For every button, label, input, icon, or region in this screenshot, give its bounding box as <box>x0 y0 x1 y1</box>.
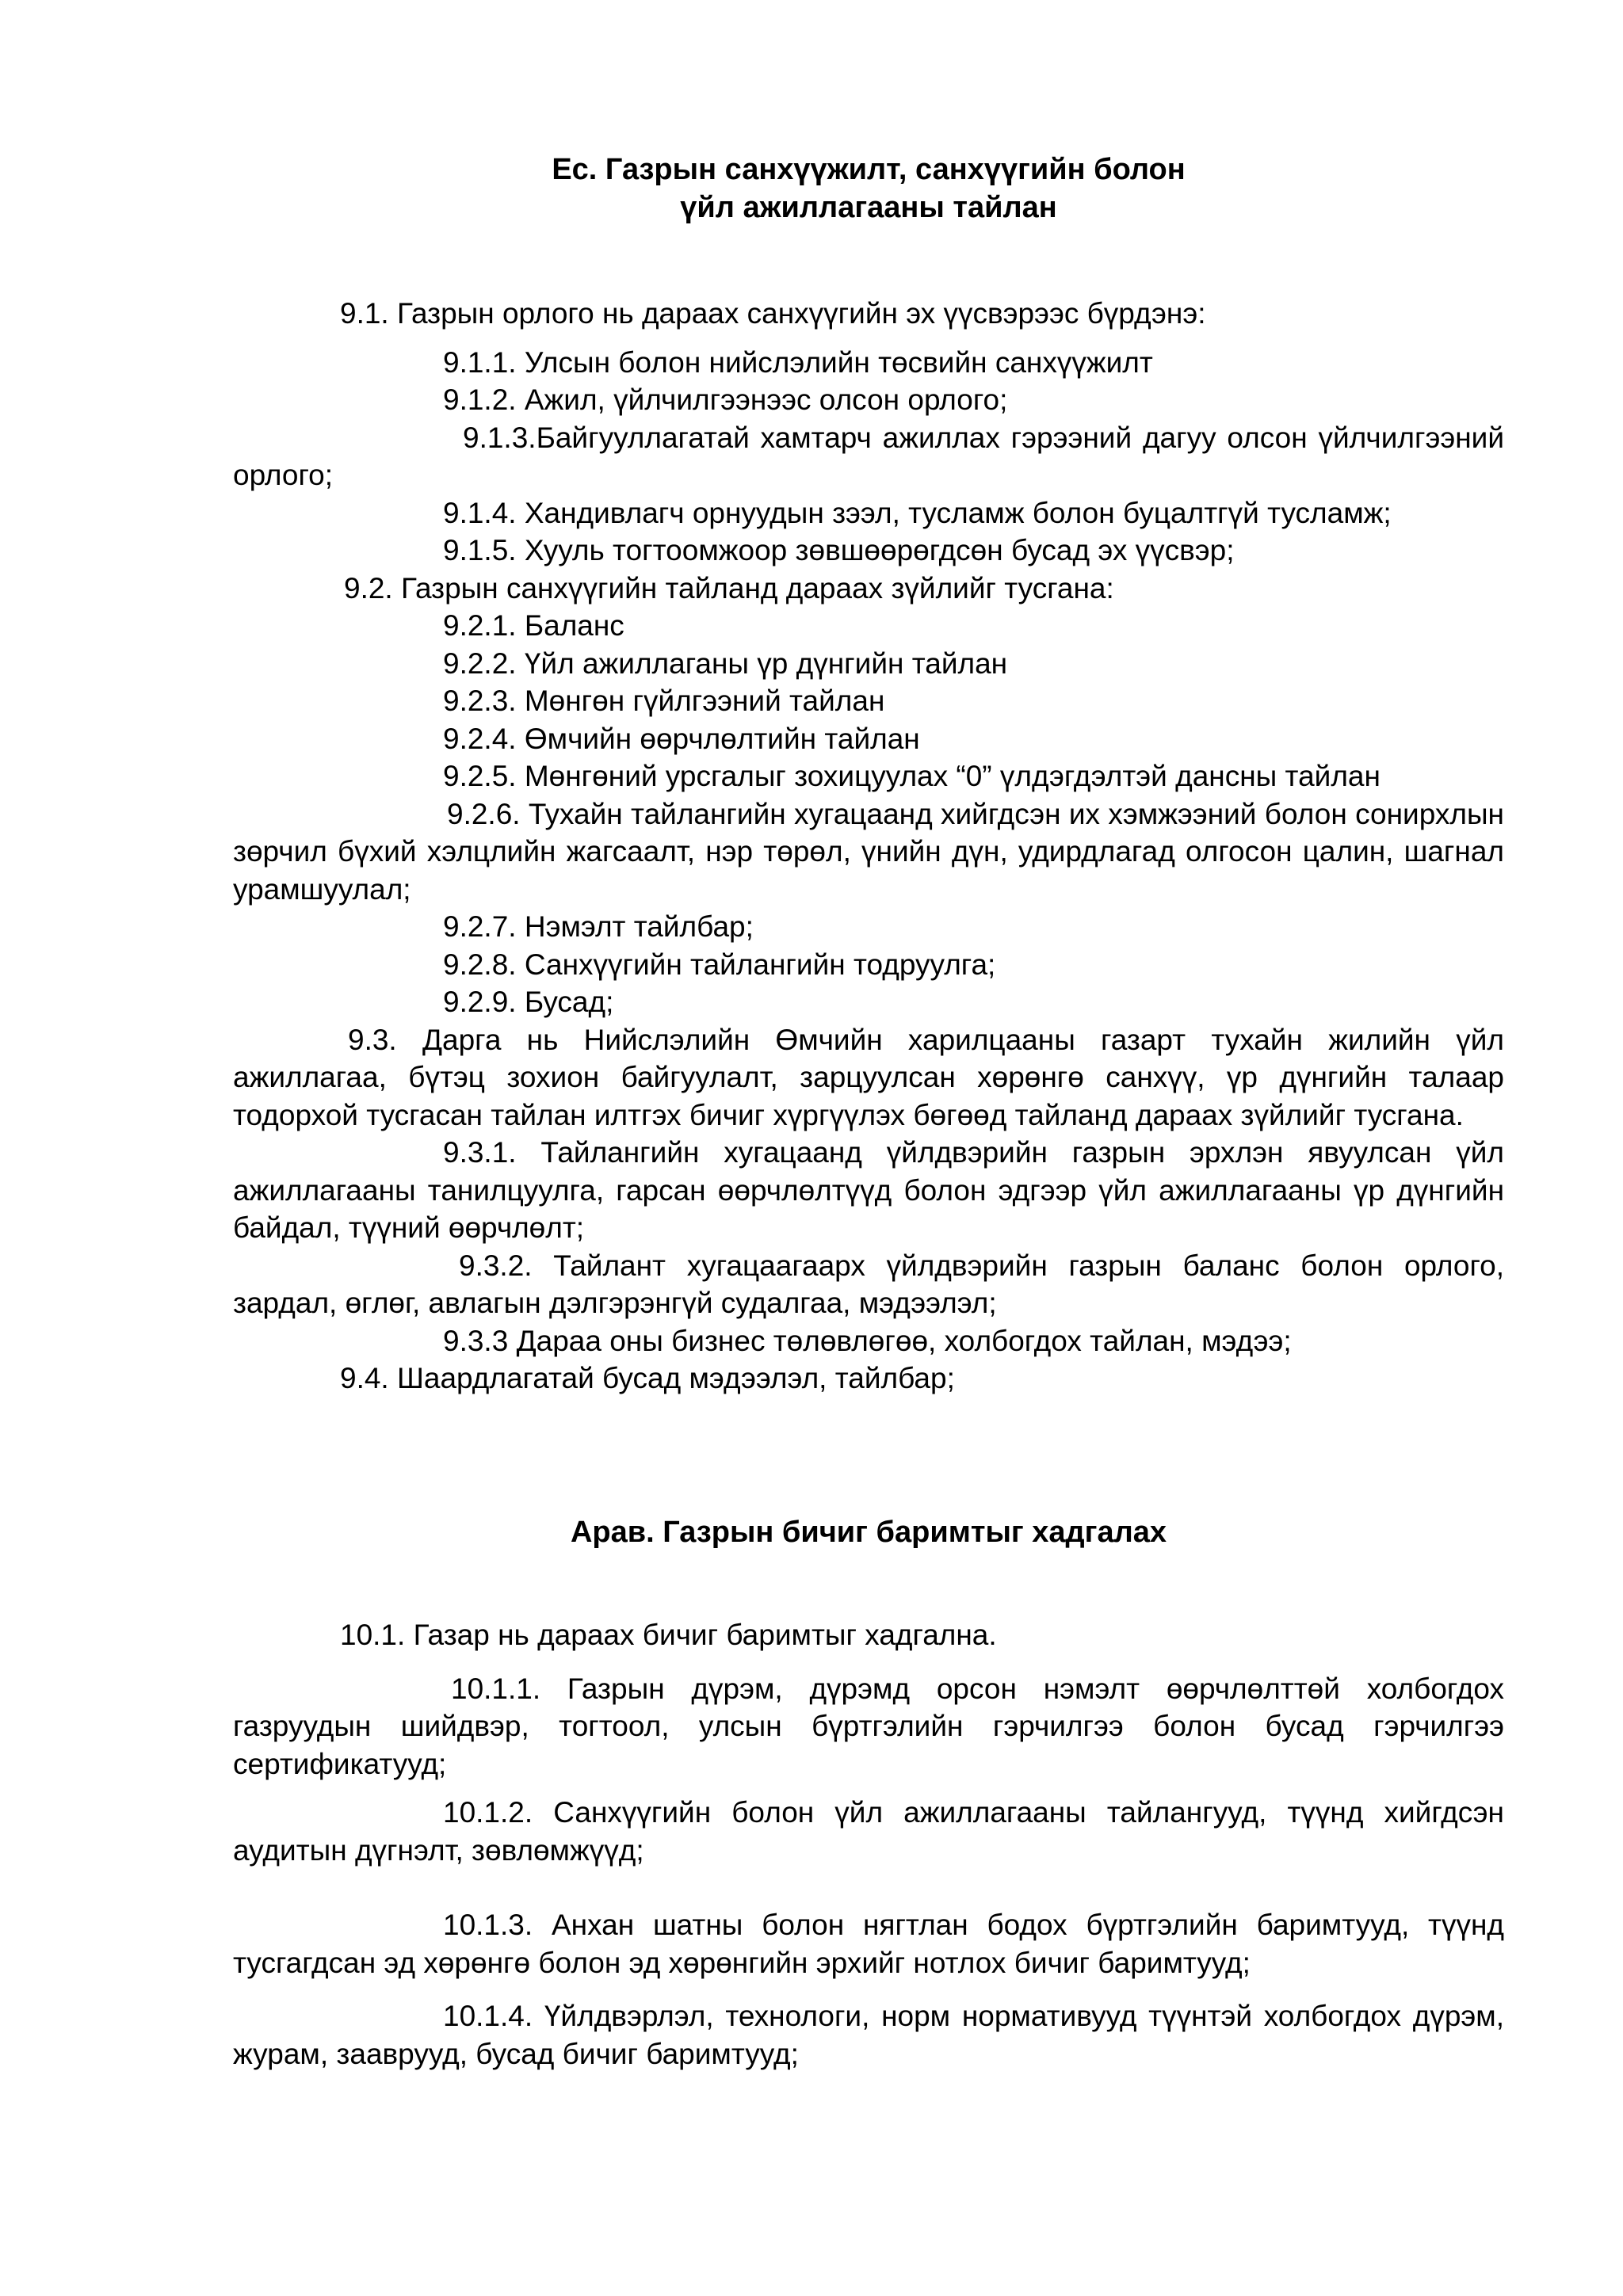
paragraph-9-4: 9.4. Шаардлагатай бусад мэдээлэл, тайлбар; <box>340 1362 955 1394</box>
section-9-title-line-2: үйл ажиллагааны тайлан <box>680 191 1057 224</box>
paragraph-9-2-8: 9.2.8. Санхүүгийн тайлангийн тодруулга; <box>443 948 996 981</box>
section-10-body <box>233 1616 1504 2073</box>
paragraph-10-1-1: 10.1.1. Газрын дүрэм, дүрэмд орсон нэмэлт өөрчлөлттөй холбогдох газруудын шийдвэр, тогтоол, улсын бүртгэлийн гэрчилгээ болон бусад гэрчилгээ сертификатууд; <box>233 1672 1504 1780</box>
paragraph-9-2-9: 9.2.9. Бусад; <box>443 986 614 1018</box>
paragraph-9-2-2: 9.2.2. Үйл ажиллаганы үр дүнгийн тайлан <box>443 646 1008 680</box>
paragraph-9-2: 9.2. Газрын санхүүгийн тайланд дараах зүйлийг тусгана: <box>344 571 1114 605</box>
paragraph-9-2-7: 9.2.7. Нэмэлт тайлбар; <box>443 910 754 943</box>
paragraph-9-2-4: 9.2.4. Өмчийн өөрчлөлтийн тайлан <box>443 722 920 755</box>
paragraph-9-1-4: 9.1.4. Хандивлагч орнуудын зээл, тусламж болон буцалтгүй тусламж; <box>443 496 1392 529</box>
paragraph-9-1-3: 9.1.3.Байгууллагатай хамтарч ажиллах гэрээний дагуу олсон үйлчилгээний орлого; <box>233 421 1504 491</box>
section-10-title-line: Арав. Газрын бичиг баримтыг хадгалах <box>570 1516 1167 1549</box>
paragraph-9-1: 9.1. Газрын орлого нь дараах санхүүгийн эх үүсвэрээс бүрдэнэ: <box>340 297 1206 330</box>
paragraph-9-3-3: 9.3.3 Дараа оны бизнес төлөвлөгөө, холбогдох тайлан, мэдээ; <box>443 1324 1292 1357</box>
paragraph-10-1-4: 10.1.4. Үйлдвэрлэл, технологи, норм нормативууд түүнтэй холбогдох дүрэм, журам, зааврууд, бусад бичиг баримтууд; <box>233 2000 1504 2070</box>
section-9-title-line-1: Ес. Газрын санхүүжилт, санхүүгийн болон <box>552 153 1186 186</box>
section-9-body <box>233 295 1504 1398</box>
paragraph-9-2-3: 9.2.3. Мөнгөн гүйлгээний тайлан <box>443 685 885 717</box>
paragraph-9-3: 9.3. Дарга нь Нийслэлийн Өмчийн харилцааны газарт тухайн жилийн үйл ажиллагаа, бүтэц зохион байгуулалт, зарцуулсан хөрөнгө санхүү, үр дүнгийн талаар тодорхой тусгасан тайлан илтгэх бичиг хүргүүлэх бөгөөд тайланд дараах зүйлийг тусгана. <box>233 1023 1504 1131</box>
paragraph-9-1-2: 9.1.2. Ажил, үйлчилгээнээс олсон орлого; <box>443 383 1008 416</box>
paragraph-9-2-6: 9.2.6. Тухайн тайлангийн хугацаанд хийгдсэн их хэмжээний болон сонирхлын зөрчил бүхий хэлцлийн жагсаалт, нэр төрөл, үнийн дүн, удирдлагад олгосон цалин, шагнал урамшуулал; <box>233 797 1504 906</box>
paragraph-10-1-3: 10.1.3. Анхан шатны болон нягтлан бодох бүртгэлийн баримтууд, түүнд тусгагдсан эд хөрөнгө болон эд хөрөнгийн эрхийг нотлох бичиг баримтууд; <box>233 1909 1504 1979</box>
paragraph-9-2-1: 9.2.1. Баланс <box>443 609 624 642</box>
paragraph-9-3-1: 9.3.1. Тайлангийн хугацаанд үйлдвэрийн газрын эрхлэн явуулсан үйл ажиллагааны танилцуулга, гарсан өөрчлөлтүүд болон эдгээр үйл ажиллагааны үр дүнгийн байдал, түүний өөрчлөлт; <box>233 1136 1504 1244</box>
paragraph-10-1-2: 10.1.2. Санхүүгийн болон үйл ажиллагааны тайлангууд, түүнд хийгдсэн аудитын дүгнэлт, зөвлөмжүүд; <box>233 1796 1504 1867</box>
paragraph-10-1: 10.1. Газар нь дараах бичиг баримтыг хадгална. <box>340 1619 997 1651</box>
section-10-title <box>233 1513 1504 1551</box>
section-9-title <box>233 151 1504 227</box>
paragraph-9-2-5: 9.2.5. Мөнгөний урсгалыг зохицуулах “0” үлдэгдэлтэй дансны тайлан <box>443 760 1381 792</box>
paragraph-9-3-2: 9.3.2. Тайлант хугацаагаарх үйлдвэрийн газрын баланс болон орлого, зардал, өглөг, авлагын дэлгэрэнгүй судалгаа, мэдээлэл; <box>233 1249 1504 1319</box>
paragraph-9-1-1: 9.1.1. Улсын болон нийслэлийн төсвийн санхүүжилт <box>443 345 1153 379</box>
paragraph-9-1-5: 9.1.5. Хууль тогтоомжоор зөвшөөрөгдсөн бусад эх үүсвэр; <box>443 534 1235 566</box>
